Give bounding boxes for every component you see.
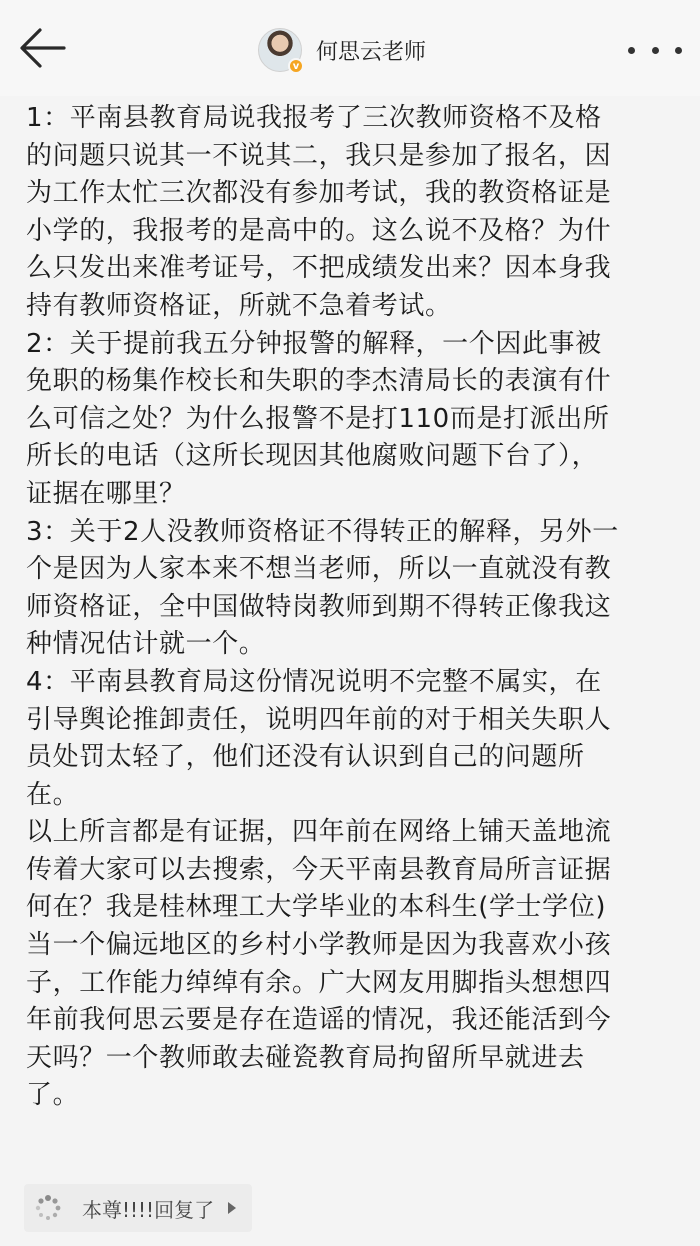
post-paragraph-1: 1：平南县教育局说我报考了三次教师资格不及格 的问题只说其一不说其二，我只是参加了报名，因 为工作太忙三次都没有参加考试，我的教资格证是 小学的，我报考的是高中的。这么说不及格？为什 么只发出来准考证号，不把成绩发出来？因本身我 持有教师资格证，所就不急着考试。 xyxy=(26,103,612,321)
post-paragraph-3: 3：关于2人没教师资格证不得转正的解释，另外一 个是因为人家本来不想当老师，所以一直就没有教 师资格证，全中国做特岗教师到期不得转正像我这 种情况估计就一个。 xyxy=(26,516,619,660)
more-dots-icon xyxy=(675,47,682,54)
post-paragraph-4: 4：平南县教育局这份情况说明不完整不属实，在 引导舆论推卸责任，说明四年前的对于相关失职人 员处罚太轻了，他们还没有认识到自己的问题所 在。 xyxy=(26,666,612,810)
more-dots-icon xyxy=(652,47,659,54)
verified-badge-icon: v xyxy=(288,58,304,74)
avatar[interactable] xyxy=(258,28,302,72)
back-button[interactable] xyxy=(14,22,70,74)
top-navigation-bar xyxy=(0,0,700,96)
play-arrow-icon xyxy=(228,1202,236,1214)
profile-header[interactable] xyxy=(258,26,426,74)
reply-notice-label: 本尊!!!!回复了 xyxy=(82,1197,215,1222)
post-content xyxy=(26,100,678,1115)
more-button[interactable] xyxy=(628,32,682,68)
reply-notice-button[interactable] xyxy=(24,1184,252,1232)
page-title: 何思云老师 xyxy=(316,39,427,65)
back-arrow-icon xyxy=(14,22,70,74)
post-paragraph-2: 2：关于提前我五分钟报警的解释，一个因此事被 免职的杨集作校长和失职的李杰清局长的表演有什 么可信之处？为什么报警不是打110而是打派出所 所长的电话（这所长现因其他腐败问题下台了）， 证据在哪里？ xyxy=(26,328,612,509)
loading-spinner-icon xyxy=(34,1194,62,1222)
more-dots-icon xyxy=(628,47,635,54)
post-paragraph-5: 以上所言都是有证据，四年前在网络上铺天盖地流 传着大家可以去搜索，今天平南县教育局所言证据 何在？我是桂林理工大学毕业的本科生(学士学位) 当一个偏远地区的乡村小学教师是因为我喜欢小孩 子，工作能力绰绰有余。广大网友用脚指头想想四 年前我何思云要是存在造谣的情况，我还能活到今 天吗？一个教师敢去碰瓷教育局拘留所早就进去 了。 xyxy=(26,817,612,1111)
